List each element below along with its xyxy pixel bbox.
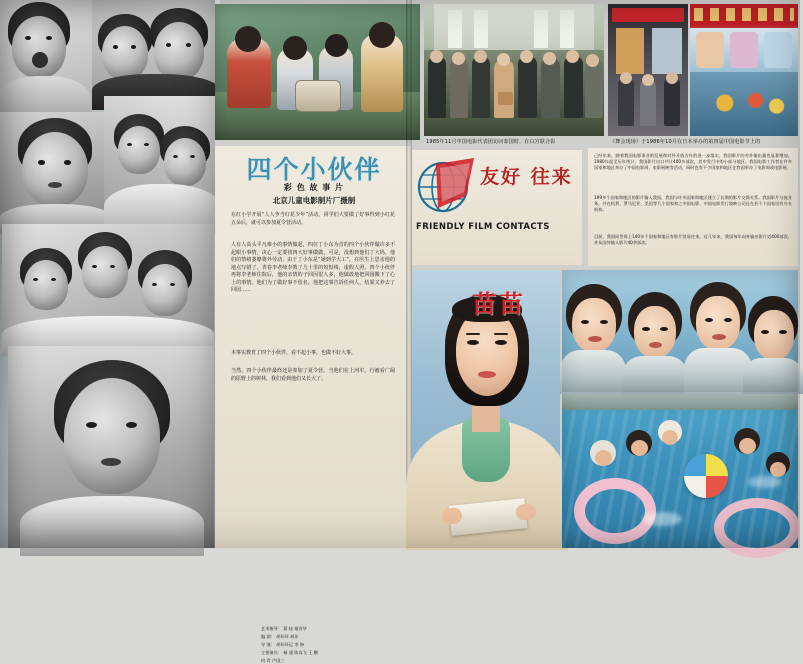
friendly-contacts-title-cn: 友好 往来 [480, 166, 573, 188]
credit-line-5: 何 青 卢国三 [261, 658, 285, 663]
article-title: 四个小伙伴 [246, 155, 382, 184]
caption-cinema-lobby: 《舞会现场》于1986年10月在日本举办的第四届中国电影节上的 [610, 139, 761, 145]
article-paragraph-1: 在红小学开展“人人争当红花少年”活动。同学们大要做了好事得到小红花五朵后，就可以参加夏令营活动。 [231, 212, 395, 226]
article-paragraph-2: 人有人高头平凡难小的事情做起，四位丁小东为首的四个小伙伴做许多不起眼小事情，决心一定要找四大好事做做。可是，没想到他们丁大妈。他们的情绪萎靡将外劳动。由于丁小东是“她到学大工”，在医生上思亲他的地点写错了，青春李老师李教了几十里的短短线，虚假人照。四个小伙伴再将李老师住院后，他的亲情的子回因很人多，他做敢地把回园搬下了心上的事情。他们为了做好事不留名。他把这事告诉任何人，结果又养去了回园…… [231, 242, 395, 293]
photo-delegation-group [424, 4, 604, 136]
friendly-film-contacts-section [412, 150, 582, 265]
article-paragraph-4: 当然，四个小伙伴最终还是参加了夏令营。当他们在上河车，行被看广阔的原野上的树林，我们看到他们又长大了。 [231, 368, 395, 382]
photo-children-drum [215, 4, 420, 140]
friendly-contacts-paragraph-1: 己经年来，随着我国电影事业的发展和对外开放方针的进一步落实，我国影片的对外输出量也显著增加。1980年起至历年统计，我国影片出口共计400多部次，其中发行中的小部分地区。我国电影工作者在许多国家和地区举办了中国电影周、电影展映等活动，同时也有不少国家和地区在我国举办了电影周或电影展。 [594, 153, 792, 171]
photo-cinema-lobby [608, 4, 688, 136]
globe-film-logo [416, 156, 478, 218]
photo-swimming-pool [562, 394, 798, 548]
credit-line-2: 编 剧： 胡环环 胡环 [261, 634, 299, 639]
photo-children-smiling [562, 270, 798, 392]
credit-line-1: 艺术指导： 葛 桂 谢晋华 [261, 626, 307, 631]
article-subtitle-1: 彩 色 故 事 片 [283, 183, 345, 192]
article-subtitle-2: 北京儿童电影制片厂摄制 [272, 196, 356, 205]
photo-china-film-banner [690, 4, 798, 136]
article-four-little-friends [215, 146, 411, 663]
friendly-contacts-paragraph-2: 199多个国家和地区的影片输入我国，我国与许多国家和地区建立了长期的影片交换关系。我国影片分流业务，并在机利、罗马尼亚、美国等几个国家和之中国电影、中国电影发行放映公司还在若干个国家设有分支机构。 [594, 195, 792, 213]
black-and-white-children-collage [0, 0, 215, 548]
credit-line-3: 导 演： 胡环环运 李 修 [261, 642, 305, 647]
friendly-contacts-title-en: FRIENDLY FILM CONTACTS [416, 222, 550, 232]
article-paragraph-3: 本事实教育了四个小伙伴，看不起小事，也做不好大事。 [231, 350, 357, 356]
photo-overlay-title-miaomiao: 苗苗 [472, 290, 526, 318]
credit-line-4: 主要演员： 杨 通 陈岛飞 王 鹏 [261, 650, 318, 655]
friendly-contacts-paragraph-3: 目前，我国同世界上140多个国家和地区有影片贸易往来。近几年来，我国每年向外输出影片近400部次，并从国外输入影片40余部次。 [594, 234, 792, 246]
friendly-contacts-body [588, 148, 798, 266]
photo-actress-portrait [412, 270, 560, 548]
caption-delegation-group: 1985年11月中国电影代表团访问泰国时，在白宫联合影 [426, 139, 556, 145]
